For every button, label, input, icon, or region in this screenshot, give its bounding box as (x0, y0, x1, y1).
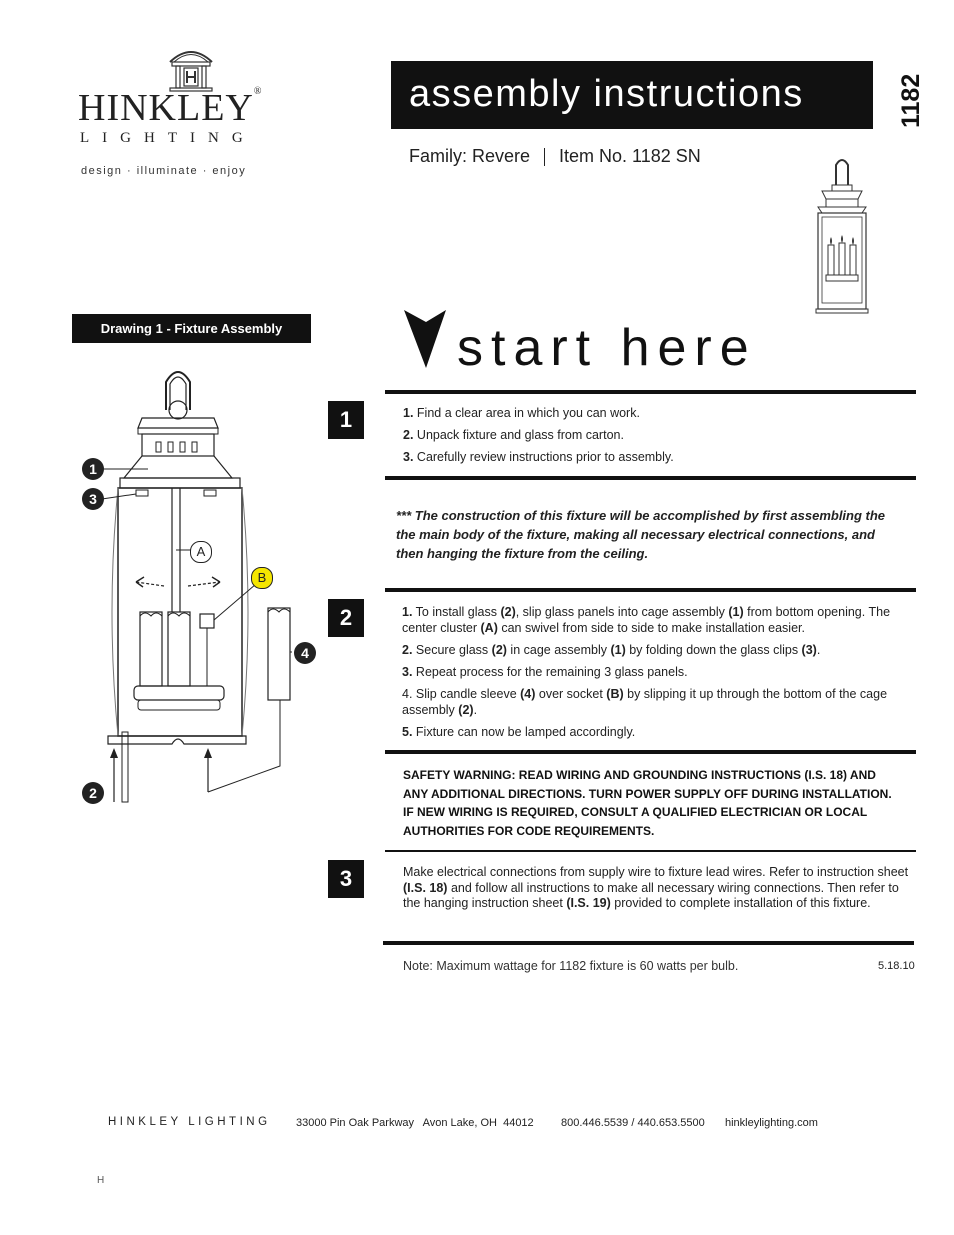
item-label: Item No. 1182 SN (559, 146, 701, 166)
construction-note: *** The construction of this fixture will be accomplished by first assembling the the main body of the fixture, making all necessary electrical connections, and then hanging the fixture from the ceiling. (396, 508, 886, 561)
footer-company: HINKLEY LIGHTING (108, 1116, 271, 1128)
page-title: assembly instructions (391, 61, 873, 129)
logo (78, 44, 308, 184)
step-1-line: 3. Carefully review instructions prior to assembly. (403, 450, 674, 464)
footer-address: 33000 Pin Oak Parkway Avon Lake, OH 44012 (296, 1117, 534, 1129)
step-2-line: 1. To install glass (2), slip glass panels into cage assembly (1) from bottom opening. The center cluster (A) can swivel from side to side to make installation easier. (402, 605, 891, 635)
step-3-badge: 3 (328, 860, 364, 898)
drawing-label: Drawing 1 - Fixture Assembly (72, 314, 311, 343)
rule-2 (385, 588, 916, 592)
family-name: Family: Revere (409, 146, 531, 166)
start-arrow-icon (402, 308, 448, 370)
rule-4 (385, 850, 916, 852)
callout-4: 4 (294, 642, 316, 664)
callout-1: 1 (82, 458, 104, 480)
step-2-line: 2. Secure glass (2) in cage assembly (1) by folding down the glass clips (3). (402, 643, 821, 657)
callout-a: A (190, 541, 212, 563)
step-2-line: 5. Fixture can now be lamped accordingly. (402, 725, 636, 739)
step-2-badge: 2 (328, 599, 364, 637)
step-1-list (403, 405, 903, 471)
logo-tagline: design · illuminate · enjoy (81, 165, 247, 177)
start-here-heading: start here (457, 319, 757, 377)
family-line (409, 146, 701, 167)
step-1-badge: 1 (328, 401, 364, 439)
divider (544, 148, 545, 166)
logo-sub: LIGHTING (80, 130, 256, 146)
wattage-note: Note: Maximum wattage for 1182 fixture is 60 watts per bulb. (403, 959, 739, 973)
rule-1 (385, 476, 916, 480)
callout-2: 2 (82, 782, 104, 804)
rule-3 (385, 750, 916, 754)
lantern-thumbnail-icon (810, 155, 874, 315)
safety-warning: SAFETY WARNING: READ WIRING AND GROUNDING INSTRUCTIONS (I.S. 18) AND ANY ADDITIONAL DIRECTIONS. TURN POWER SUPPLY OFF DURING INSTALLATION. IF NEW WIRING IS REQUIRED, CONSULT A QUALIFIED ELECTRICIAN OR LOCAL AUTHORITIES FOR CODE REQUIREMENTS. (403, 768, 892, 838)
footer-website[interactable]: hinkleylighting.com (725, 1117, 818, 1129)
logo-emblem-icon (164, 44, 218, 92)
step-2-line: 4. Slip candle sleeve (4) over socket (B) by slipping it up through the bottom of the cage assembly (2). (402, 687, 888, 717)
revision-date: 5.18.10 (878, 960, 915, 972)
footer-phone: 800.446.5539 / 440.653.5500 (561, 1117, 705, 1129)
fixture-assembly-drawing (80, 362, 330, 812)
corner-mark: H (97, 1175, 105, 1186)
step-1-line: 1. Find a clear area in which you can work. (403, 406, 640, 420)
step-2-line: 3. Repeat process for the remaining 3 glass panels. (402, 665, 688, 679)
item-number-vertical: 1182 (897, 73, 925, 128)
registered-mark: ® (253, 86, 263, 97)
callout-b: B (251, 567, 273, 589)
step-1-line: 2. Unpack fixture and glass from carton. (403, 428, 624, 442)
step-2-list (402, 604, 914, 746)
step-3-text: Make electrical connections from supply wire to fixture lead wires. Refer to instruction sheet (I.S. 18) and follow all instructions to make all necessary wiring connections. Then refer to the hanging instruction sheet (I.S. 19) provided to complete installation of this fixture. (403, 865, 909, 910)
logo-brand: HINKLEY (78, 87, 254, 129)
callout-3: 3 (82, 488, 104, 510)
rule-top (385, 390, 916, 394)
rule-bottom (383, 941, 914, 945)
